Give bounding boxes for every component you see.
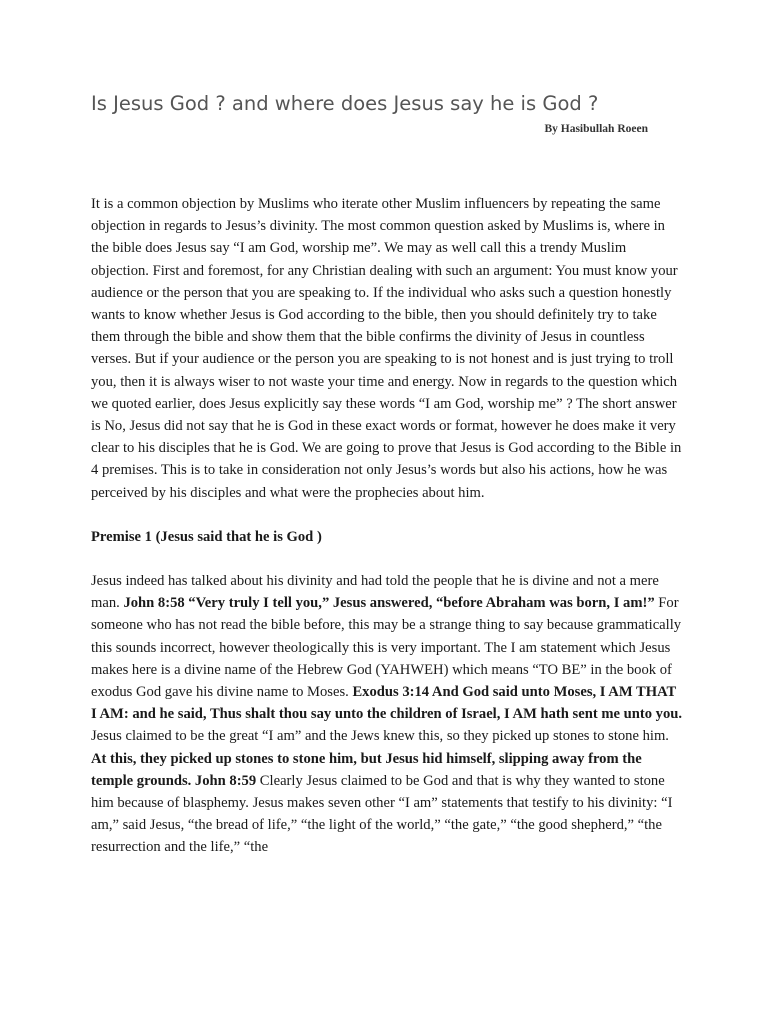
premise-1-text-4: Clearly Jesus claimed to be God and that is why they wanted to stone him because of blasphemy. Jesus makes seven other “I am” statements that testify to his divinity: “I am,” said Jesus, “the bread of life,” “the light of the world,” “the gate,” “the good shepherd,” “the resurrection and the life,” “the — [91, 772, 673, 856]
document-title: Is Jesus God ? and where does Jesus say he is God ? — [91, 92, 599, 115]
premise-1-heading: Premise 1 (Jesus said that he is God ) — [91, 528, 322, 545]
intro-paragraph: It is a common objection by Muslims who iterate other Muslim influencers by repeating the same objection in regards to Jesus’s divinity. The most common question asked by Muslims is, where in the bible does Jesus say “I am God, worship me”. We may as well call this a trendy Muslim objection. First and foremost, for any Christian dealing with such an argument: You must know your audience or the person that you are speaking to. If the individual who asks such a question honestly wants to know whether Jesus is God according to the bible, then you should definitely try to take them through the bible and show them that the bible confirms the divinity of Jesus in countless verses. But if your audience or the person you are speaking to is not honest and is just trying to troll you, then it is always wiser to not waste your time and energy. Now in regards to the question which we quoted earlier, does Jesus explicitly say these words “I am God, worship me” ? The short answer is No, Jesus did not say that he is God in these exact words or format, however he does make it very clear to his disciples that he is God. We are going to prove that Jesus is God according to the Bible in 4 premises. This is to take in consideration not only Jesus’s words but also his actions, how he was perceived by his disciples and what were the prophecies about him. — [91, 196, 682, 501]
quote-john-8-58: John 8:58 “Very truly I tell you,” Jesus answered, “before Abraham was born, I am!” — [123, 595, 655, 612]
author-byline: By Hasibullah Roeen — [544, 123, 648, 135]
premise-1-text-2: For someone who has not read the bible before, this may be a strange thing to say because grammatically this sounds incorrect, however theologically this is very important. The I am statement which Jesus makes here is a divine name of the Hebrew God (YAHWEH) which means “TO BE” in the book of exodus God gave his divine name to Moses. — [91, 595, 682, 701]
premise-1-text-3: Jesus claimed to be the great “I am” and the Jews knew this, so they picked up stones to stone him. — [91, 728, 669, 745]
premise-1-paragraph — [91, 570, 683, 859]
quote-john-8-59: At this, they picked up stones to stone him, but Jesus hid himself, slipping away from the temple grounds. John 8:59 — [91, 750, 642, 789]
premise-1-text-1: Jesus indeed has talked about his divinity and had told the people that he is divine and not a mere man. — [91, 573, 659, 612]
quote-exodus-3-14: Exodus 3:14 And God said unto Moses, I AM THAT I AM: and he said, Thus shalt thou say unto the children of Israel, I AM hath sent me unto you. — [91, 684, 683, 723]
document-body — [91, 193, 683, 859]
